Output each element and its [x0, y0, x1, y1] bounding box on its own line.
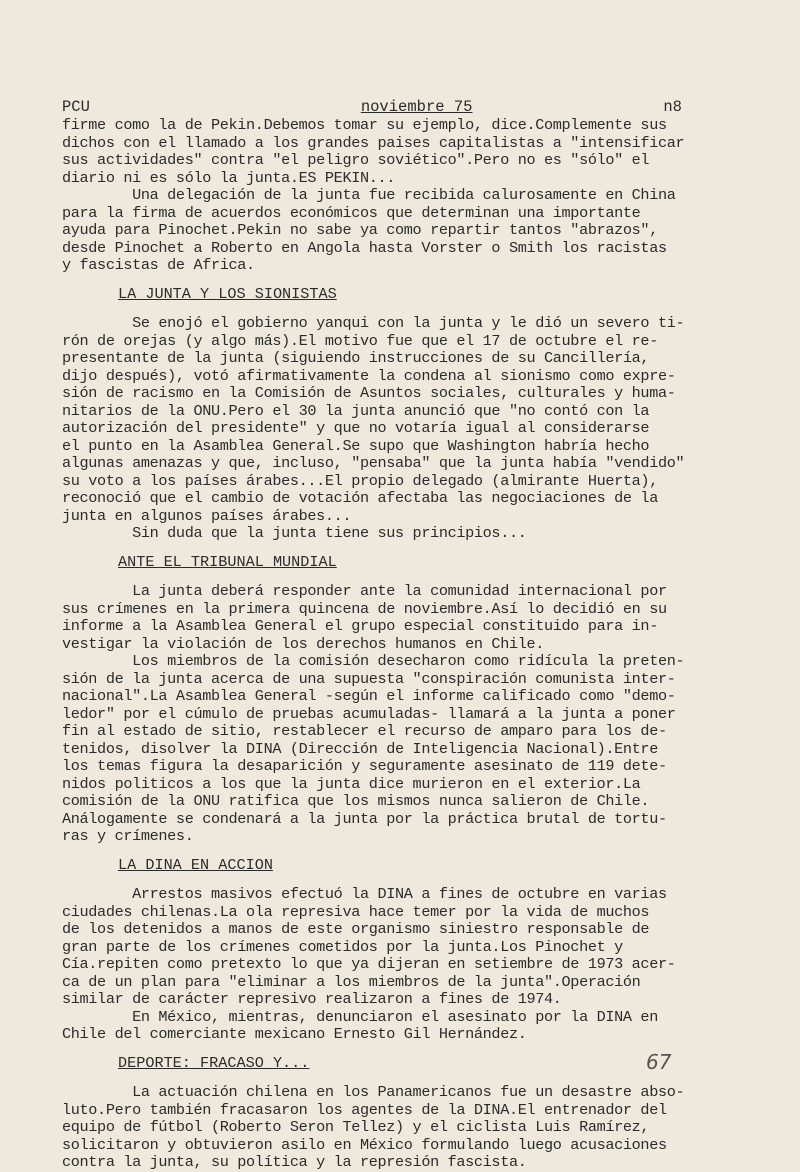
text-line: En México, mientras, denunciaron el asesinato por la DINA en [62, 1007, 658, 1026]
text-line: solicitaron y obtuvieron asilo en México formulando luego acusaciones [62, 1135, 667, 1154]
text-line: dijo después), votó afirmativamente la condena al sionismo como expre- [62, 366, 676, 385]
text-line: de los detenidos a manos de este organismo siniestro responsable de [62, 920, 650, 938]
text-line: dichos con el llamado a los grandes paises capitalistas a "intensificar [62, 133, 685, 152]
text-line: equipo de fútbol (Roberto Seron Tellez) y el ciclista Luis Ramírez, [62, 1118, 650, 1136]
text-line: nidos politicos a los que la junta dice murieron en el exterior.La [62, 774, 641, 793]
text-line: tenidos, disolver la DINA (Dirección de Inteligencia Nacional).Entre [62, 739, 658, 758]
text-line: reconoció que el cambio de votación afectaba las negociaciones de la [62, 489, 658, 507]
article-body [62, 117, 702, 1172]
text-line: sus actividades" contra "el peligro soviético".Pero no es "sólo" el [62, 151, 650, 169]
text-line: gran parte de los crímenes cometidos por la junta.Los Pinochet y [62, 937, 623, 956]
header-issue-number: n8 [663, 98, 682, 116]
text-line: nacional".La Asamblea General -según el informe calificado como "demo- [62, 687, 676, 705]
section-deporte [62, 1055, 702, 1172]
text-line: su voto a los países árabes...El propio delegado (almirante Huerta), [62, 471, 658, 490]
section-heading [118, 857, 702, 875]
section-heading-text: LA DINA EN ACCION [118, 855, 273, 874]
text-line: rón de orejas (y algo más).El motivo fue que el 17 de octubre el re- [62, 331, 658, 350]
text-line: Los miembros de la comisión desecharon como ridícula la preten- [62, 652, 685, 670]
text-line: diario ni es sólo la junta.ES PEKIN... [62, 168, 396, 187]
text-line: algunas amenazas y que, incluso, "pensaba" que la junta había "vendido" [62, 454, 685, 472]
section-dina [62, 857, 702, 1044]
text-line: ciudades chilenas.La ola represiva hace temer por la vida de muchos [62, 902, 650, 921]
text-line: y fascistas de Africa. [62, 256, 255, 274]
text-line: Una delegación de la junta fue recibida calurosamente en China [62, 186, 676, 204]
text-line: similar de carácter represivo realizaron a fines de 1974. [62, 990, 562, 1008]
text-line: para la firma de acuerdos económicos que determinan una importante [62, 203, 641, 222]
text-line: junta en algunos países árabes... [62, 506, 352, 525]
text-line: sión de racismo en la Comisión de Asuntos sociales, culturales y huma- [62, 384, 676, 402]
text-line: fin al estado de sitio, restablecer el recurso de amparo para los de- [62, 722, 667, 740]
text-line: ca de un plan para "eliminar a los miembros de la junta".Operación [62, 972, 641, 991]
text-line: Sin duda que la junta tiene sus principios... [62, 524, 527, 542]
text-line: el punto en la Asamblea General.Se supo que Washington habría hecho [62, 436, 650, 455]
text-line: La junta deberá responder ante la comunidad internacional por [62, 582, 667, 600]
page-header [62, 97, 682, 117]
section-heading [118, 554, 702, 572]
text-line: ras y crímenes. [62, 827, 194, 845]
header-date: noviembre 75 [360, 98, 473, 116]
text-line: Chile del comerciante mexicano Ernesto Gil Hernández. [62, 1025, 527, 1043]
text-line: ledor" por el cúmulo de pruebas acumuladas- llamará a la junta a poner [62, 704, 676, 723]
text-line: sus crímenes en la primera quincena de noviembre.Así lo decidió en su [62, 599, 667, 618]
intro-paragraphs [62, 117, 702, 275]
section-tribunal [62, 554, 702, 846]
text-line: desde Pinochet a Roberto en Angola hasta Vorster o Smith los racistas [62, 238, 667, 257]
text-line: informe a la Asamblea General el grupo especial constituido para in- [62, 617, 658, 635]
section-heading-text: DEPORTE: FRACASO Y... [118, 1053, 310, 1072]
text-line: ayuda para Pinochet.Pekin no sabe ya como repartir tantos "abrazos", [62, 221, 658, 239]
section-heading-text: LA JUNTA Y LOS SIONISTAS [118, 284, 337, 303]
text-line: vestigar la violación de los derechos humanos en Chile. [62, 634, 545, 653]
section-heading-text: ANTE EL TRIBUNAL MUNDIAL [118, 552, 337, 571]
text-line: presentante de la junta (siguiendo instrucciones de su Cancillería, [62, 349, 650, 367]
text-line: firme como la de Pekin.Debemos tomar su ejemplo, dice.Complemente sus [62, 116, 667, 134]
text-line: comisión de la ONU ratifica que los mismos nunca salieron de Chile. [62, 792, 650, 810]
section-heading [118, 286, 702, 304]
section-sionistas [62, 286, 702, 543]
text-line: Cía.repiten como pretexto lo que ya dijeran en setiembre de 1973 acer- [62, 955, 676, 973]
text-line: los temas figura la desaparición y seguramente asesinato de 119 dete- [62, 757, 667, 775]
text-line: Arrestos masivos efectuó la DINA a fines de octubre en varias [62, 885, 667, 903]
text-line: contra la junta, su política y la represión fascista. [62, 1153, 527, 1171]
text-line: La actuación chilena en los Panamericanos fue un desastre abso- [62, 1083, 685, 1101]
page-number: 67 [646, 1050, 672, 1074]
text-line: sión de la junta acerca de una supuesta "conspiración comunista inter- [62, 669, 676, 688]
text-line: autorización del presidente" y que no votaría igual al considerarse [62, 419, 650, 437]
text-line: Se enojó el gobierno yanqui con la junta y le dió un severo ti- [62, 314, 685, 332]
header-publication: PCU [62, 98, 90, 116]
section-heading [118, 1055, 702, 1073]
text-line: Análogamente se condenará a la junta por la práctica brutal de tortu- [62, 809, 667, 828]
text-line: luto.Pero también fracasaron los agentes de la DINA.El entrenador del [62, 1100, 667, 1119]
text-line: nitarios de la ONU.Pero el 30 la junta anunció que "no contó con la [62, 401, 650, 420]
